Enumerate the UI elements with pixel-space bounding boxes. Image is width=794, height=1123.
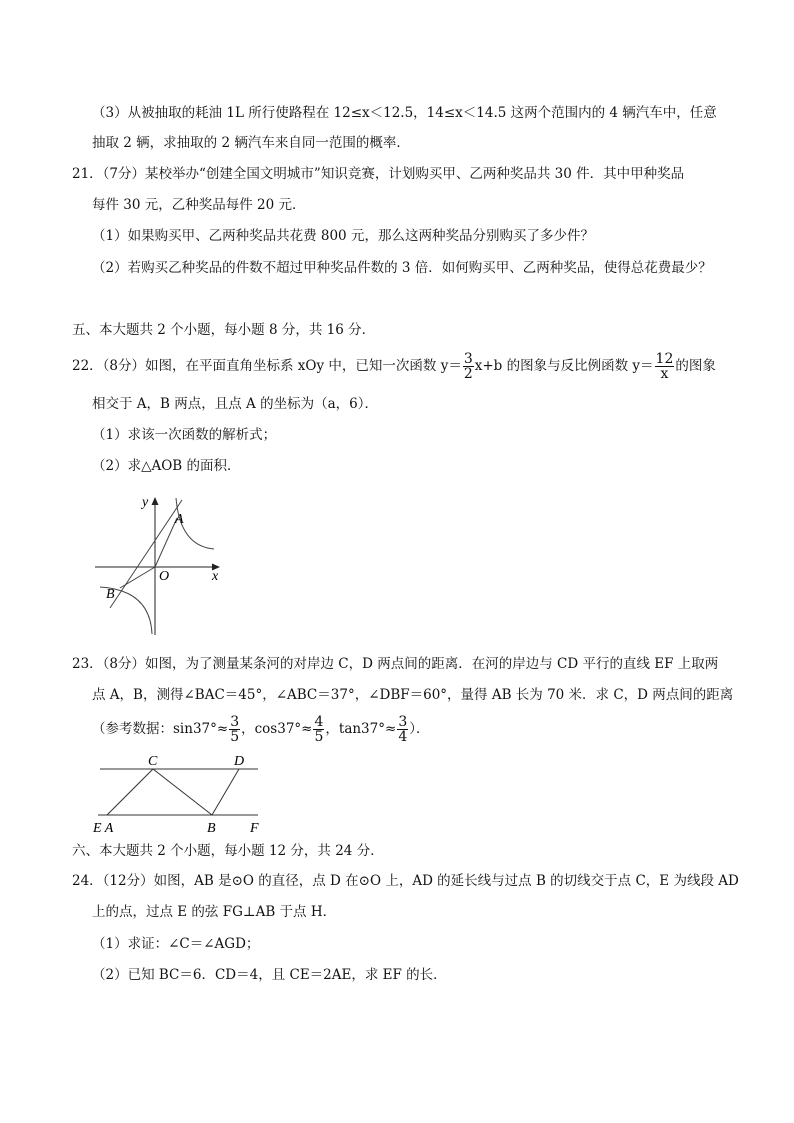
q23-fraction-3-5 [229, 715, 240, 744]
label-A: A [175, 512, 184, 527]
label-C: C [148, 754, 158, 769]
q22-coordinate-figure [90, 490, 230, 638]
section6-heading: 六、本大题共 2 个小题，每小题 12 分，共 24 分． [72, 843, 384, 859]
frac-numerator: 3 [230, 714, 240, 730]
q22-text-b: x+b 的图象与反比例函数 y＝ [474, 358, 654, 374]
label-EA: E A [93, 821, 114, 836]
label-O: O [159, 569, 170, 584]
q21-stem-line1: 21．（7分）某校举办“创建全国文明城市”知识竞赛，计划购买甲、乙两种奖品共 30 件．其中甲种奖品 [72, 166, 685, 182]
q22-stem-line1 [72, 352, 716, 381]
segment-BC [153, 769, 212, 815]
q22-stem-line2: 相交于 A，B 两点，且点 A 的坐标为（a，6）． [92, 396, 378, 412]
label-x: x [212, 569, 219, 584]
segment-OA [155, 518, 177, 567]
linear-function-line [110, 500, 182, 608]
q20-part3-line1: （3）从被抽取的耗油 1L 所行使路程在 12≤x＜12.5，14≤x＜14.5 这两个范围内的 4 辆汽车中，任意 [92, 105, 717, 121]
q23-reference-data [92, 714, 429, 744]
label-F: F [250, 821, 259, 836]
label-B: B [207, 821, 216, 836]
q24-stem-line2: 上的点，过点 E 的弦 FG⊥AB 于点 H． [92, 904, 337, 920]
frac-denominator: 5 [230, 729, 240, 745]
q21-part2: （2）若购买乙种奖品的件数不超过甲种奖品件数的 3 倍．如何购买甲、乙两种奖品，使得总花费最少？ [92, 260, 712, 276]
q24-part2: （2）已知 BC＝6．CD＝4，且 CE＝2AE，求 EF 的长． [92, 967, 447, 983]
q23-fraction-4-5 [313, 715, 324, 744]
q23-stem-line1: 23．（8分）如图，为了测量某条河的对岸边 C，D 两点间的距离．在河的岸边与 CD 平行的直线 EF 上取两 [72, 656, 719, 672]
segment-OB [120, 567, 155, 588]
q21-part1: （1）如果购买甲、乙两种奖品共花费 800 元，那么这两种奖品分别购买了多少件？ [92, 228, 594, 244]
q23-ref-text-c: ，tan37°≈ [325, 721, 397, 737]
q21-stem-line2: 每件 30 元，乙种奖品每件 20 元． [92, 197, 306, 213]
q22-text-a: 22．（8分）如图，在平面直角坐标系 xOy 中，已知一次函数 y＝ [72, 358, 462, 374]
q23-ref-text-a: （参考数据：sin37°≈ [92, 721, 229, 737]
q24-stem-line1: 24．（12分）如图，AB 是⊙O 的直径，点 D 在⊙O 上，AD 的延长线与过点 B 的切线交于点 C，E 为线段 AD [72, 873, 739, 889]
q22-part1: （1）求该一次函数的解析式； [92, 427, 277, 443]
q20-part3-line2: 抽取 2 辆，求抽取的 2 辆汽车来自同一范围的概率． [92, 135, 410, 151]
q22-fraction-3-2 [463, 352, 474, 381]
q24-part1: （1）求证：∠C＝∠AGD； [92, 936, 260, 952]
frac-denominator: 2 [463, 366, 473, 382]
label-D: D [234, 754, 245, 769]
section5-heading: 五、本大题共 2 个小题，每小题 8 分，共 16 分． [72, 322, 376, 338]
segment-BD [212, 769, 239, 815]
q22-fraction-12-x [655, 352, 675, 381]
q22-text-c: 的图象 [675, 358, 716, 374]
q23-fraction-3-4 [397, 715, 408, 744]
label-y: y [142, 495, 149, 510]
frac-numerator: 12 [655, 351, 674, 367]
frac-denominator: x [660, 366, 669, 382]
segment-AC [107, 769, 153, 815]
frac-numerator: 3 [463, 351, 473, 367]
q23-stem-line2: 点 A，B，测得∠BAC＝45°，∠ABC＝37°，∠DBF＝60°，量得 AB 长为 70 米．求 C，D 两点间的距离 [92, 687, 734, 703]
frac-numerator: 4 [314, 714, 324, 730]
y-axis-arrow [152, 497, 159, 505]
frac-numerator: 3 [398, 714, 408, 730]
q23-ref-text-b: ，cos37°≈ [241, 721, 313, 737]
frac-denominator: 5 [314, 729, 324, 745]
label-B: B [106, 587, 115, 602]
frac-denominator: 4 [398, 729, 408, 745]
q23-ref-text-d: ）． [409, 721, 430, 737]
q23-river-figure [90, 752, 270, 836]
q22-part2: （2）求△AOB 的面积． [92, 458, 241, 474]
